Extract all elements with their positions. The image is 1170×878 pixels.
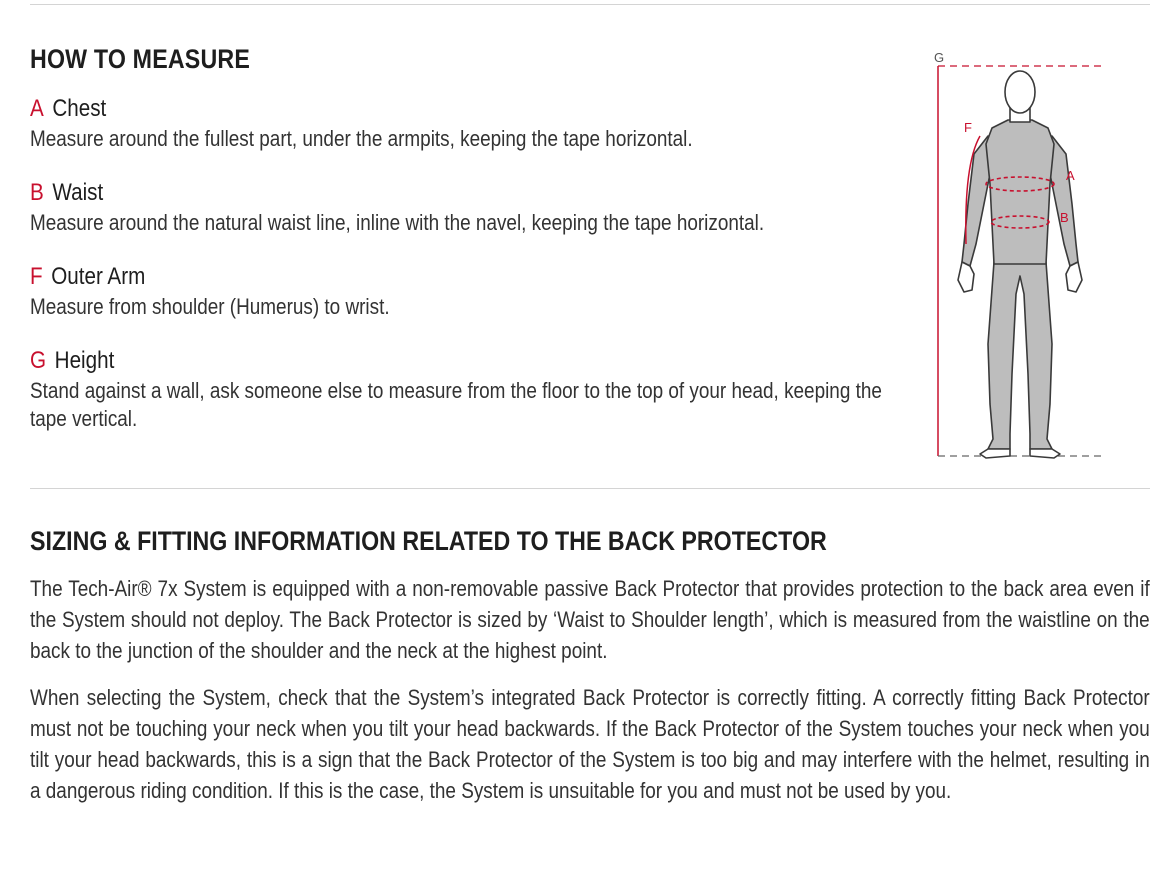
- body-measurement-figure: [930, 44, 1110, 464]
- figure-label-f: F: [964, 120, 972, 135]
- figure-label-g: G: [934, 50, 945, 65]
- measure-letter: B: [30, 179, 44, 206]
- measure-letter: A: [30, 95, 44, 122]
- section-divider: [30, 488, 1150, 489]
- measure-item-height: [30, 347, 910, 433]
- measure-description: Measure around the natural waist line, inline with the navel, keeping the tape horizontal.: [30, 210, 765, 235]
- how-to-measure-title: HOW TO MEASURE: [30, 44, 250, 74]
- back-protector-section: [30, 526, 1150, 806]
- measure-label: Outer Arm: [51, 263, 146, 290]
- back-protector-paragraph-1: The Tech-Air® 7x System is equipped with a non-removable passive Back Protector that provides protection to the back area even if the System should not deploy. The Back Protector is sized by ‘Waist to Shoulder length’, which is measured from the waistline on the back to the junction of the shoulder and the neck at the highest point.: [30, 576, 1150, 663]
- figure-label-a: A: [1066, 168, 1075, 183]
- measure-item-outer-arm: [30, 263, 910, 321]
- measure-label: Waist: [52, 179, 104, 206]
- figure-label-b: B: [1060, 210, 1069, 225]
- back-protector-title: SIZING & FITTING INFORMATION RELATED TO THE BACK PROTECTOR: [30, 526, 827, 556]
- measure-description: Stand against a wall, ask someone else to measure from the floor to the top of your head, keeping the tape vertical.: [30, 378, 882, 431]
- measure-description: Measure from shoulder (Humerus) to wrist.: [30, 294, 390, 319]
- measure-label: Chest: [52, 95, 107, 122]
- measure-item-waist: [30, 179, 910, 237]
- how-to-measure-section: [30, 44, 910, 459]
- measure-letter: F: [30, 263, 43, 290]
- top-divider: [30, 4, 1150, 5]
- body-silhouette-illustration: [930, 44, 1110, 464]
- measure-list: [30, 95, 910, 433]
- back-protector-paragraph-2: When selecting the System, check that the System’s integrated Back Protector is correctly fitting. A correctly fitting Back Protector must not be touching your neck when you tilt your head backwards. If the Back Protector of the System touches your neck when you tilt your head backwards, this is a sign that the Back Protector of the System is too big and may interfere with the helmet, resulting in a dangerous riding condition. If this is the case, the System is unsuitable for you and must not be used by you.: [30, 685, 1150, 803]
- measure-description: Measure around the fullest part, under the armpits, keeping the tape horizontal.: [30, 126, 693, 151]
- measure-item-chest: [30, 95, 910, 153]
- measure-letter: G: [30, 347, 47, 374]
- measure-label: Height: [54, 347, 115, 374]
